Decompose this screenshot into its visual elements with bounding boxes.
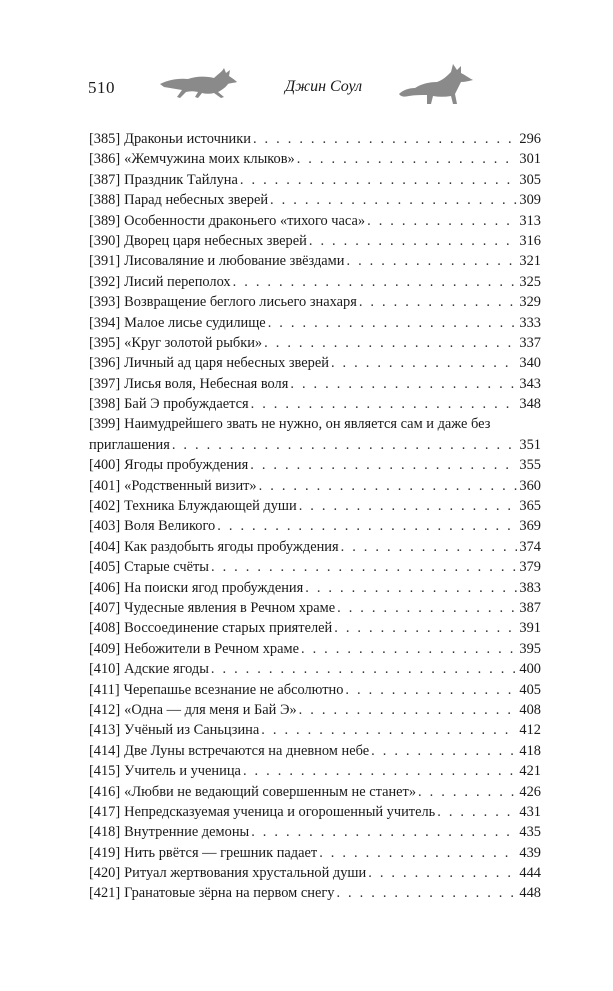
page-ref: 408 [519, 701, 541, 718]
chapter-title: Старые счёты [124, 559, 209, 576]
chapter-title: «Одна — для меня и Бай Э» [124, 701, 297, 718]
toc-entry [89, 496, 541, 516]
leader-dots [299, 700, 518, 720]
page-ref: 412 [519, 722, 541, 739]
chapter-title: Бай Э пробуждается [124, 396, 249, 413]
toc-entry [89, 231, 541, 251]
leader-dots [211, 557, 517, 577]
chapter-title: На поиски ягод пробуждения [124, 579, 304, 596]
chapter-number: [409] [89, 640, 121, 657]
chapter-title: Непредсказуемая ученица и огорошенный учитель [124, 803, 436, 820]
leader-dots [437, 802, 517, 822]
page-ref: 435 [519, 824, 541, 841]
page-ref: 329 [519, 294, 541, 311]
leader-dots [261, 720, 517, 740]
chapter-title: Ритуал жертвования хрустальной души [124, 865, 367, 882]
chapter-title: Небожители в Речном храме [124, 640, 299, 657]
toc-entry [89, 313, 541, 333]
chapter-title: Ягоды пробуждения [124, 457, 249, 474]
page-number: 510 [88, 78, 115, 97]
page-ref: 348 [519, 396, 541, 413]
leader-dots [268, 313, 518, 333]
leader-dots [331, 353, 517, 373]
chapter-number: [415] [89, 763, 121, 780]
page-ref: 383 [519, 579, 541, 596]
toc-entry [89, 251, 541, 271]
chapter-number: [388] [89, 192, 121, 209]
chapter-title: «Круг золотой рыбки» [124, 334, 263, 351]
toc-entry [89, 516, 541, 536]
toc-entry [89, 170, 541, 190]
leader-dots [301, 639, 517, 659]
toc-entry [89, 883, 541, 903]
chapter-title: Возвращение беглого лисьего знахаря [124, 294, 357, 311]
chapter-number: [421] [89, 885, 121, 902]
chapter-title: «Жемчужина моих клыков» [124, 151, 295, 168]
chapter-title: Внутренние демоны [124, 824, 250, 841]
chapter-title-continued: приглашения [89, 436, 170, 453]
chapter-number: [395] [89, 334, 121, 351]
chapter-number: [407] [89, 600, 121, 616]
chapter-title: Адские ягоды [124, 661, 209, 678]
page-ref: 301 [519, 151, 541, 168]
leader-dots [253, 129, 517, 149]
chapter-number: [402] [89, 498, 121, 515]
toc-entry [89, 782, 541, 802]
chapter-number: [408] [89, 620, 121, 637]
toc-entry [89, 374, 541, 394]
chapter-title: Техника Блуждающей души [124, 498, 297, 515]
chapter-title: Воссоединение старых приятелей [124, 620, 333, 637]
toc-entry [89, 414, 541, 455]
leader-dots [336, 883, 517, 903]
toc-entry [89, 353, 541, 373]
chapter-number: [405] [89, 559, 121, 576]
leader-dots [290, 374, 517, 394]
page-ref: 374 [519, 538, 541, 555]
toc-entry [89, 537, 541, 557]
page-ref: 343 [519, 375, 541, 392]
toc-entry [89, 149, 541, 169]
page-ref: 340 [519, 355, 541, 372]
chapter-title: Воля Великого [124, 518, 216, 535]
chapter-title: Нить рвётся — грешник падает [124, 844, 318, 861]
chapter-number: [389] [89, 212, 121, 229]
chapter-number: [416] [89, 783, 121, 800]
page-ref: 333 [519, 314, 541, 331]
chapter-number: [393] [89, 294, 121, 311]
page-ref: 296 [519, 131, 541, 147]
chapter-title: Драконьи источники [124, 131, 251, 147]
leader-dots [240, 170, 518, 190]
toc-entry [89, 394, 541, 414]
toc-entry [89, 598, 541, 618]
chapter-number: [419] [89, 844, 121, 861]
chapter-title: Чудесные явления в Речном храме [124, 600, 336, 616]
leader-dots [346, 251, 517, 271]
chapter-title: Черепашье всезнание не абсолютно [123, 681, 344, 698]
page-ref: 316 [519, 232, 541, 249]
page-ref: 379 [519, 559, 541, 576]
toc-entry [89, 680, 541, 700]
page-ref: 421 [519, 763, 541, 780]
page-ref: 365 [519, 498, 541, 515]
chapter-number: [411] [89, 681, 120, 698]
chapter-number: [410] [89, 661, 121, 678]
page-ref: 309 [519, 192, 541, 209]
toc-entry [89, 618, 541, 638]
page-ref: 321 [519, 253, 541, 270]
page-ref: 360 [519, 477, 541, 494]
chapter-title: Гранатовые зёрна на первом снегу [124, 885, 335, 902]
leader-dots [299, 496, 518, 516]
page-ref: 400 [519, 661, 541, 678]
leader-dots [305, 578, 517, 598]
toc-entry [89, 843, 541, 863]
chapter-number: [412] [89, 701, 121, 718]
chapter-number: [390] [89, 232, 121, 249]
leader-dots [259, 476, 518, 496]
toc-entry [89, 190, 541, 210]
chapter-number: [406] [89, 579, 121, 596]
chapter-number: [387] [89, 171, 121, 188]
leader-dots [337, 598, 517, 618]
leader-dots [264, 333, 517, 353]
leader-dots [251, 822, 517, 842]
page-ref: 351 [519, 436, 541, 453]
chapter-title: «Любви не ведающий совершенным не станет» [124, 783, 417, 800]
chapter-number: [401] [89, 477, 121, 494]
page-ref: 391 [519, 620, 541, 637]
chapter-title: Малое лисье судилище [124, 314, 266, 331]
leader-dots [217, 516, 517, 536]
leader-dots [371, 741, 517, 761]
chapter-title: Дворец царя небесных зверей [124, 232, 307, 249]
leader-dots [270, 190, 517, 210]
toc-entry [89, 720, 541, 740]
chapter-title: Лисий переполох [124, 273, 231, 290]
toc-entry [89, 476, 541, 496]
toc-entry [89, 272, 541, 292]
chapter-number: [404] [89, 538, 121, 555]
chapter-number: [391] [89, 253, 121, 270]
leader-dots [297, 149, 518, 169]
toc-entry [89, 578, 541, 598]
chapter-title: Особенности драконьего «тихого часа» [124, 212, 366, 229]
leader-dots [345, 680, 517, 700]
chapter-title: Личный ад царя небесных зверей [124, 355, 329, 372]
toc-entry [89, 700, 541, 720]
chapter-title: Парад небесных зверей [124, 192, 269, 209]
chapter-number: [398] [89, 396, 121, 413]
chapter-number: [417] [89, 803, 121, 820]
toc-entry [89, 292, 541, 312]
toc-entry [89, 659, 541, 679]
page-ref: 305 [519, 171, 541, 188]
chapter-number: [392] [89, 273, 121, 290]
toc-entry [89, 129, 541, 149]
running-fox-icon [158, 64, 240, 102]
toc-entry [89, 333, 541, 353]
page-ref: 444 [519, 865, 541, 882]
chapter-title: «Родственный визит» [124, 477, 257, 494]
page-ref: 418 [519, 742, 541, 759]
chapter-title: Наимудрейшего звать не нужно, он является сам и даже без [124, 416, 491, 433]
page-ref: 369 [519, 518, 541, 535]
chapter-number: [400] [89, 457, 121, 474]
chapter-title: Учёный из Саньцзина [124, 722, 260, 739]
chapter-number: [414] [89, 742, 121, 759]
leader-dots [172, 435, 518, 455]
sitting-fox-icon [395, 60, 477, 106]
chapter-number: [386] [89, 151, 121, 168]
page-ref: 439 [519, 844, 541, 861]
page-ref: 431 [519, 803, 541, 820]
chapter-title: Праздник Тайлуна [124, 171, 238, 188]
chapter-number: [413] [89, 722, 121, 739]
chapter-number: [385] [89, 131, 121, 147]
leader-dots [243, 761, 517, 781]
running-title: Джин Соул [285, 78, 363, 95]
toc-entry [89, 639, 541, 659]
leader-dots [367, 211, 517, 231]
leader-dots [334, 618, 517, 638]
leader-dots [251, 394, 518, 414]
leader-dots [418, 782, 517, 802]
chapter-title: Две Луны встречаются на дневном небе [124, 742, 370, 759]
toc-entry [89, 557, 541, 577]
chapter-title: Как раздобыть ягоды пробуждения [124, 538, 339, 555]
page-ref: 387 [519, 600, 541, 616]
page-ref: 426 [519, 783, 541, 800]
toc-entry [89, 802, 541, 822]
leader-dots [341, 537, 518, 557]
toc-entry [89, 863, 541, 883]
toc-entry [89, 211, 541, 231]
chapter-number: [396] [89, 355, 121, 372]
chapter-number: [418] [89, 824, 121, 841]
chapter-title: Лисья воля, Небесная воля [124, 375, 289, 392]
toc-entry [89, 822, 541, 842]
page-ref: 448 [519, 885, 541, 902]
page-ref: 355 [519, 457, 541, 474]
table-of-contents [89, 129, 541, 904]
page-ref: 337 [519, 334, 541, 351]
chapter-number: [399] [89, 416, 121, 433]
chapter-title: Лисоваляние и любование звёздами [124, 253, 345, 270]
leader-dots [309, 231, 518, 251]
page-ref: 395 [519, 640, 541, 657]
leader-dots [319, 843, 517, 863]
chapter-number: [397] [89, 375, 121, 392]
chapter-number: [420] [89, 865, 121, 882]
chapter-number: [394] [89, 314, 121, 331]
chapter-number: [403] [89, 518, 121, 535]
page-header [0, 60, 613, 110]
leader-dots [233, 272, 518, 292]
page-ref: 313 [519, 212, 541, 229]
chapter-title: Учитель и ученица [124, 763, 241, 780]
leader-dots [250, 455, 517, 475]
page-ref: 325 [519, 273, 541, 290]
page-ref: 405 [519, 681, 541, 698]
toc-entry [89, 761, 541, 781]
leader-dots [211, 659, 518, 679]
leader-dots [368, 863, 517, 883]
toc-entry [89, 741, 541, 761]
toc-entry [89, 455, 541, 475]
leader-dots [359, 292, 518, 312]
